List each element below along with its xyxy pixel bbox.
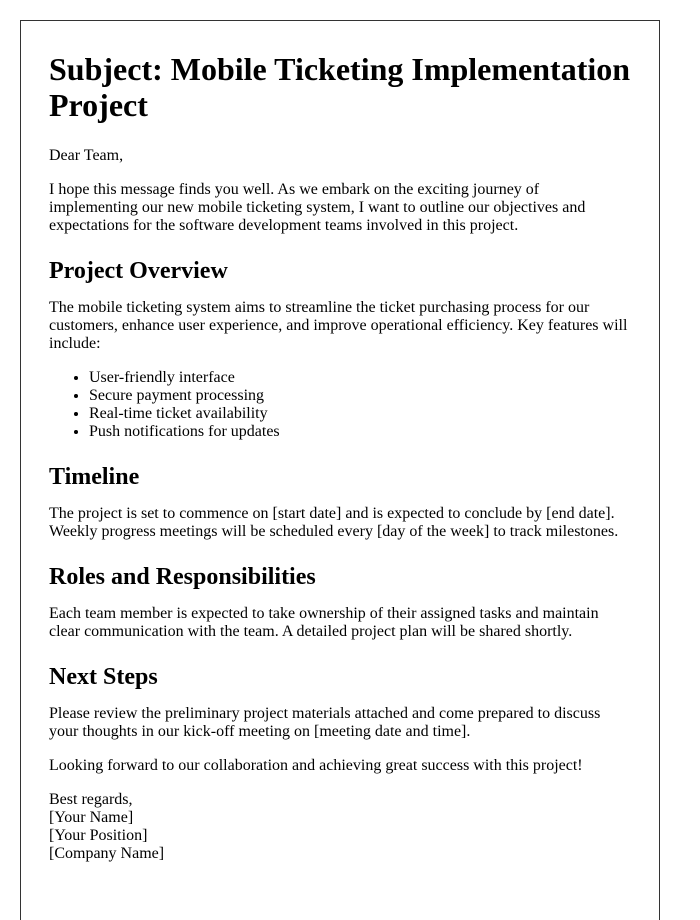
signature-block <box>49 791 631 863</box>
signature-company: [Company Name] <box>49 845 165 862</box>
list-item: • Secure payment processing <box>89 387 631 405</box>
greeting: Dear Team, <box>49 147 124 164</box>
timeline-paragraph: The project is set to commence on [start date] and is expected to conclude by [end date]. Weekly progress meetings will be scheduled every [day of the week] to track milestones. <box>49 505 619 540</box>
overview-paragraph: The mobile ticketing system aims to streamline the ticket purchasing process for our customers, enhance user experience, and improve operational efficiency. Key features will include: <box>49 299 628 352</box>
closing-paragraph: Looking forward to our collaboration and achieving great success with this project! <box>49 757 583 774</box>
list-item: • Push notifications for updates <box>89 423 631 441</box>
list-item: • Real-time ticket availability <box>89 405 631 423</box>
sign-off: Best regards, <box>49 791 133 808</box>
roles-paragraph: Each team member is expected to take ownership of their assigned tasks and maintain clear communication with the team. A detailed project plan will be shared shortly. <box>49 605 599 640</box>
section-heading-timeline: Timeline <box>49 464 140 490</box>
section-heading-next-steps: Next Steps <box>49 664 158 690</box>
letter-document <box>20 20 660 920</box>
signature-position: [Your Position] <box>49 827 148 844</box>
subject-heading: Subject: Mobile Ticketing Implementation Project <box>49 51 631 123</box>
section-heading-overview: Project Overview <box>49 258 228 284</box>
list-item: • User-friendly interface <box>89 369 631 387</box>
section-heading-roles: Roles and Responsibilities <box>49 564 316 590</box>
signature-name: [Your Name] <box>49 809 134 826</box>
next-steps-paragraph: Please review the preliminary project materials attached and come prepared to discuss your thoughts in our kick-off meeting on [meeting date and time]. <box>49 705 601 740</box>
intro-paragraph: I hope this message finds you well. As we embark on the exciting journey of implementing our new mobile ticketing system, I want to outline our objectives and expectations for the software development teams involved in this project. <box>49 181 586 234</box>
feature-list <box>49 369 631 441</box>
